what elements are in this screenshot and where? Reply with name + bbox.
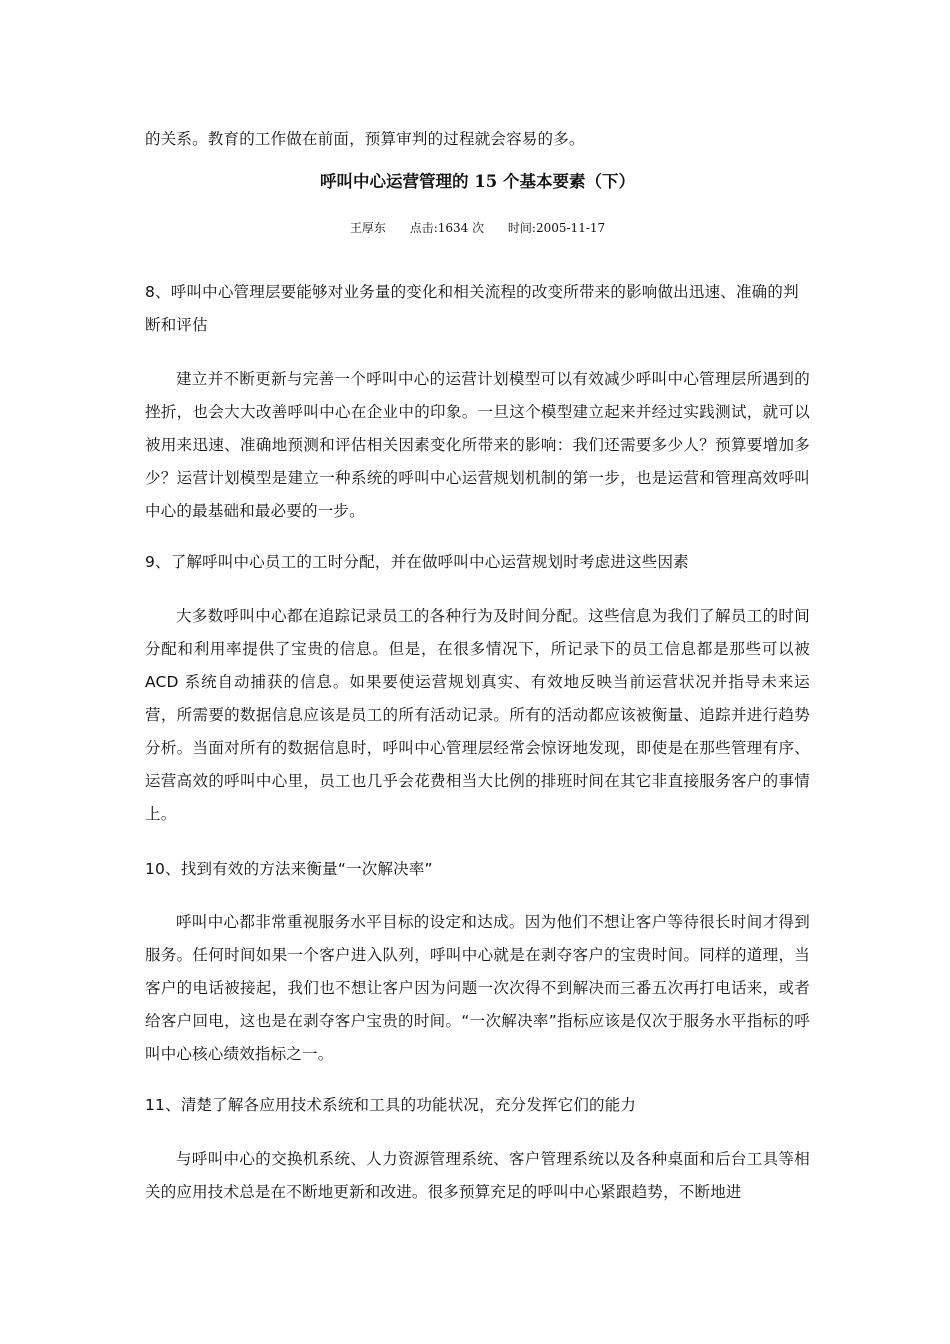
section-body-10: 呼叫中心都非常重视服务水平目标的设定和达成。因为他们不想让客户等待很长时间才得到服务。任何时间如果一个客户进入队列，呼叫中心就是在剥夺客户的宝贵时间。同样的道理，当客户的电话被接起，我们也不想让客户因为问题一次次得不到解决而三番五次再打电话来，或者给客户回电，这也是在剥夺客户宝贵的时间。“一次解决率”指标应该是仅次于服务水平指标的呼叫中心核心绩效指标之一。 <box>145 913 810 1063</box>
section-body-9: 大多数呼叫中心都在追踪记录员工的各种行为及时间分配。这些信息为我们了解员工的时间分配和利用率提供了宝贵的信息。但是，在很多情况下，所记录下的员工信息都是那些可以被 ACD 系统自动捕获的信息。如果要使运营规划真实、有效地反映当前运营状况并指导未来运营，所需要的数据信息应该是员工的所有活动记录。所有的活动都应该被衡量、追踪并进行趋势分析。当面对所有的数据信息时，呼叫中心管理层经常会惊讶地发现，即使是在那些管理有序、运营高效的呼叫中心里，员工也几乎会花费相当大比例的排班时间在其它非直接服务客户的事情上。 <box>145 607 810 823</box>
section-body-11: 与呼叫中心的交换机系统、人力资源管理系统、客户管理系统以及各种桌面和后台工具等相关的应用技术总是在不断地更新和改进。很多预算充足的呼叫中心紧跟趋势，不断地进 <box>145 1150 810 1201</box>
article-title: 呼叫中心运营管理的 15 个基本要素（下） <box>320 172 635 191</box>
section-heading-10: 10、找到有效的方法来衡量“一次解决率” <box>145 860 433 878</box>
article-date: 时间:2005-11-17 <box>507 221 606 235</box>
section-heading-8: 8、呼叫中心管理层要能够对业务量的变化和相关流程的改变所带来的影响做出迅速、准确的判断和评估 <box>145 283 799 334</box>
article-clicks: 点击:1634 次 <box>409 221 485 235</box>
section-heading-11: 11、清楚了解各应用技术系统和工具的功能状况，充分发挥它们的能力 <box>145 1096 637 1114</box>
article-meta <box>145 219 810 237</box>
section-body-8: 建立并不断更新与完善一个呼叫中心的运营计划模型可以有效减少呼叫中心管理层所遇到的挫折，也会大大改善呼叫中心在企业中的印象。一旦这个模型建立起来并经过实践测试，就可以被用来迅速、准确地预测和评估相关因素变化所带来的影响：我们还需要多少人？预算要增加多少？运营计划模型是建立一种系统的呼叫中心运营规划机制的第一步，也是运营和管理高效呼叫中心的最基础和最必要的一步。 <box>145 370 810 520</box>
section-heading-9: 9、了解呼叫中心员工的工时分配，并在做呼叫中心运营规划时考虑进这些因素 <box>145 553 689 571</box>
article-author: 王厚东 <box>349 221 386 235</box>
intro-paragraph: 的关系。教育的工作做在前面，预算审判的过程就会容易的多。 <box>145 130 585 148</box>
